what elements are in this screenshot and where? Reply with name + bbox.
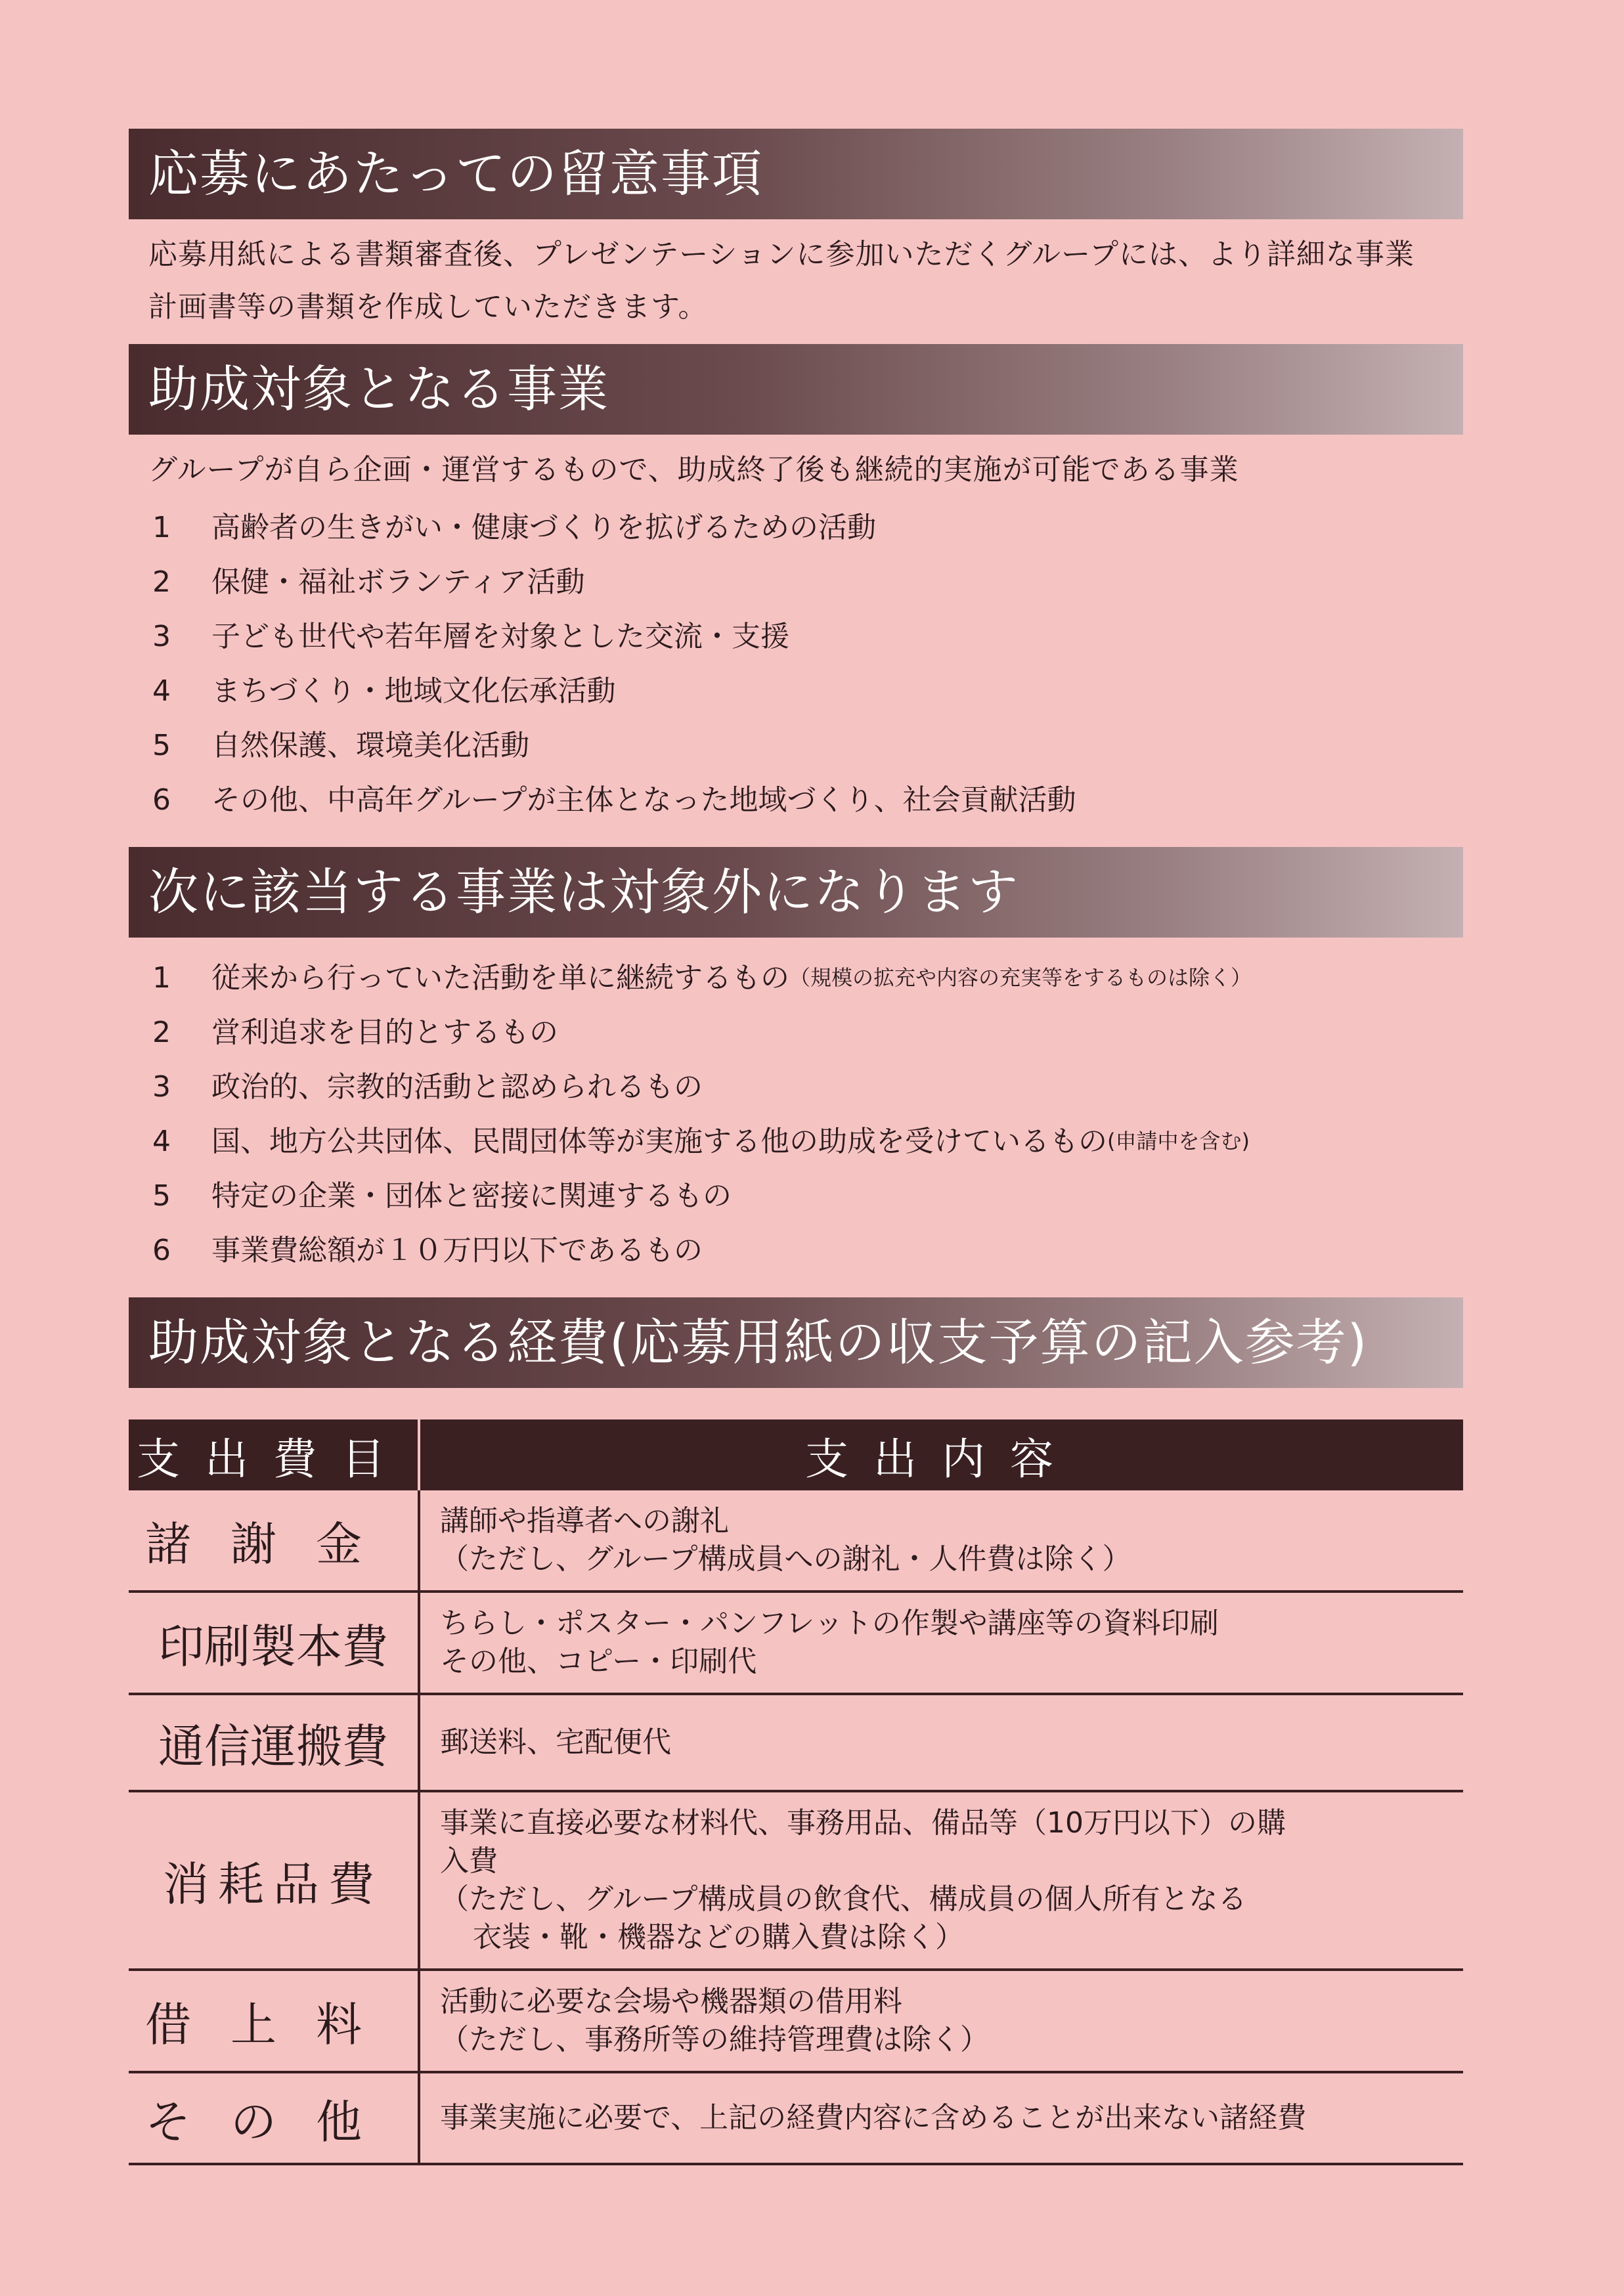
list-item: 6 その他、中高年グループが主体となった地域づくり、社会貢献活動 [152,783,1076,817]
list-item: 4 まちづくり・地域文化伝承活動 [152,674,616,708]
expense-description: 事業実施に必要で、上記の経費内容に含めることが出来ない諸経費 [419,2072,1463,2164]
list-item: 1 高齢者の生きがい・健康づくりを拡げるための活動 [152,511,876,544]
expense-category: 借上料 [129,1970,419,2072]
expense-description: 講師や指導者への謝礼 （ただし、グループ構成員への謝礼・人件費は除く） [419,1490,1463,1592]
eligible-list [129,496,1463,847]
expense-category: その他 [129,2072,419,2164]
expense-category: 通信運搬費 [129,1694,419,1791]
expense-category: 消耗品費 [129,1791,419,1970]
table-row [129,1592,1463,1694]
flyer-page [129,129,1463,2165]
list-item: 1 従来から行っていた活動を単に継続するもの （規模の拡充や内容の充実等をするものは除く） [152,961,1252,995]
expenses-heading: 助成対象となる経費(応募用紙の収支予算の記入参考) [129,1297,1463,1388]
list-item: 3 子ども世代や若年層を対象とした交流・支援 [152,620,789,653]
notes-heading: 応募にあたっての留意事項 [129,129,1463,219]
expenses-table [129,1419,1463,2165]
list-item: 3 政治的、宗教的活動と認められるもの [152,1070,703,1104]
excluded-heading: 次に該当する事業は対象外になります [129,847,1463,938]
table-row [129,1970,1463,2072]
expense-description: ちらし・ポスター・パンフレットの作製や講座等の資料印刷 その他、コピー・印刷代 [419,1592,1463,1694]
expense-description: 活動に必要な会場や機器類の借用料 （ただし、事務所等の維持管理費は除く） [419,1970,1463,2072]
list-item: 4 国、地方公共団体、民間団体等が実施する他の助成を受けているもの (申請中を含む) [152,1125,1250,1158]
eligible-intro: グループが自ら企画・運営するもので、助成終了後も継続的実施が可能である事業 [148,453,1239,487]
table-row [129,2072,1463,2164]
list-item: 6 事業費総額が１０万円以下であるもの [152,1234,703,1267]
notes-text: 応募用紙による書類審査後、プレゼンテーションに参加いただくグループには、より詳細な事業計画書等の書類を作成していただきます。 [148,238,1415,324]
expense-description: 事業に直接必要な材料代、事務用品、備品等（10万円以下）の購 入費 （ただし、グループ構成員の飲食代、構成員の個人所有となる 衣装・靴・機器などの購入費は除く） [419,1791,1463,1970]
list-item: 2 保健・福祉ボランティア活動 [152,565,585,599]
expense-description: 郵送料、宅配便代 [419,1694,1463,1791]
eligible-heading: 助成対象となる事業 [129,344,1463,435]
table-row [129,1791,1463,1970]
list-item: 2 営利追求を目的とするもの [152,1016,558,1049]
table-header-row [129,1419,1463,1490]
table-row [129,1490,1463,1592]
list-item: 5 自然保護、環境美化活動 [152,729,529,762]
excluded-list [129,938,1463,1297]
list-item: 5 特定の企業・団体と密接に関連するもの [152,1179,732,1213]
table-row [129,1694,1463,1791]
column-header-category: 支出費目 [129,1419,419,1490]
expense-category: 印刷製本費 [129,1592,419,1694]
column-header-content: 支出内容 [419,1419,1463,1490]
expense-category: 諸謝金 [129,1490,419,1592]
